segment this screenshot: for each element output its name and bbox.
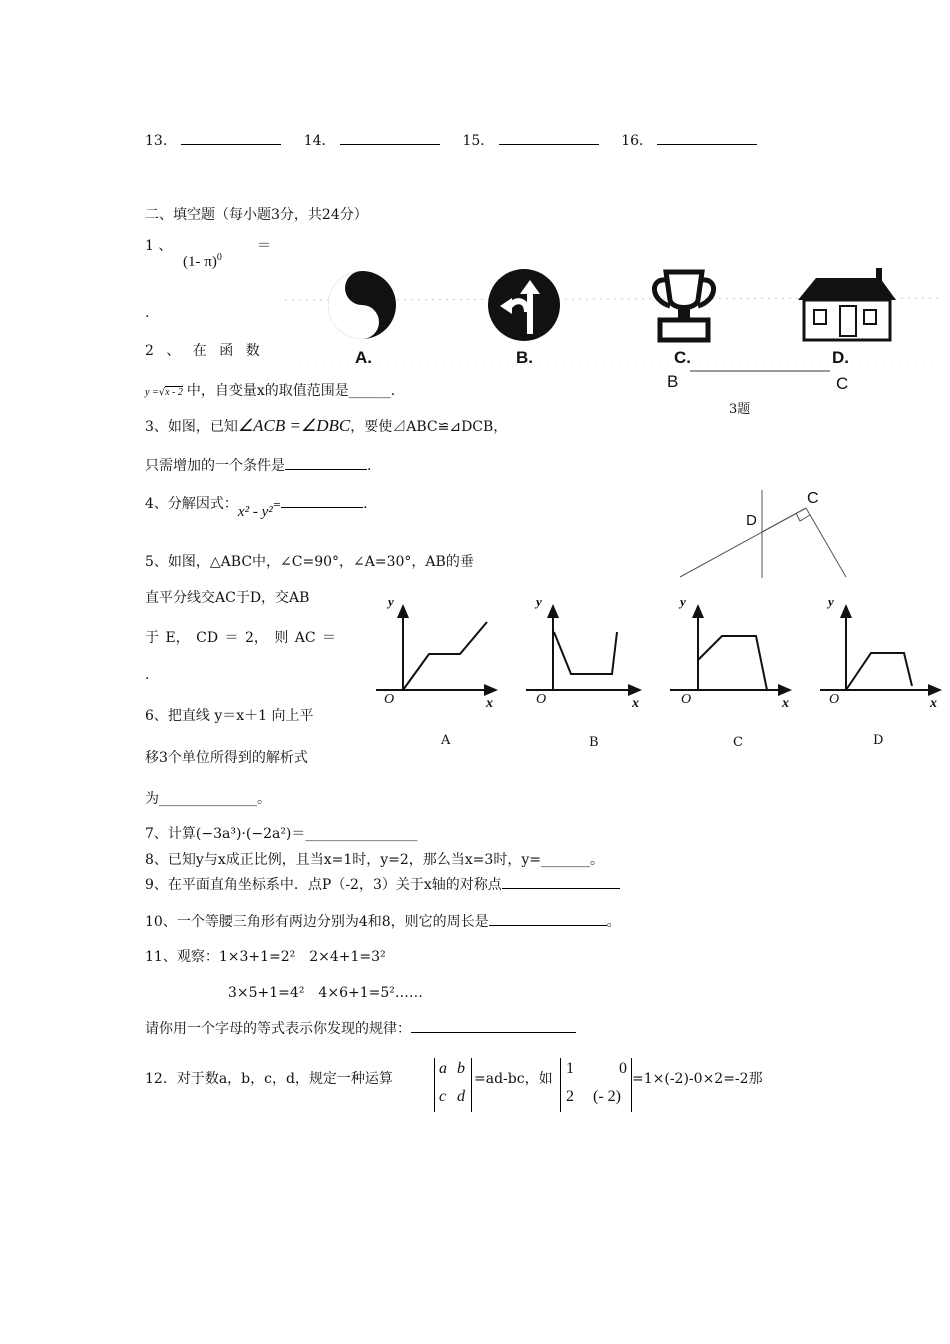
q7-line: 7、计算(−3a³)·(−2a²)＝________________ <box>145 826 418 842</box>
graph-c-y: y <box>680 594 686 609</box>
figure-label-b: B. <box>516 348 533 367</box>
graph-a <box>376 606 496 690</box>
graph-d <box>820 606 940 690</box>
q11-line1: 11、观察：1×3+1=2² 2×4+1=3² <box>145 949 386 965</box>
q5-line3: 于 E， CD ＝ 2， 则 AC ＝ <box>145 630 337 646</box>
q2-line2: y =√x - 2 中，自变量x的取值范围是______. <box>145 383 396 399</box>
q5-line1: 5、如图，△ABC中，∠C=90°，∠A=30°，AB的垂 <box>145 554 474 570</box>
graph-label-a: A <box>441 733 451 748</box>
graph-b-x: x <box>632 696 639 711</box>
graph-c-origin: O <box>681 692 692 707</box>
graph-d-y: y <box>828 594 834 609</box>
triangle-label-d: D <box>746 512 757 529</box>
q12-m1-d: d <box>457 1088 465 1105</box>
q9-line: 9、在平面直角坐标系中．点P（-2，3）关于x轴的对称点 <box>145 874 620 894</box>
q1-expression: (1- π)$^0$ <box>183 252 222 270</box>
figure-caption: 3题 <box>729 402 751 417</box>
graph-a-y: y <box>388 594 394 609</box>
q12-determinant-example <box>560 1058 632 1112</box>
triangle-label-c: C <box>807 490 819 507</box>
q2-line1: 2 、 在 函 数 <box>145 343 260 359</box>
answer-label-13: 13． <box>145 133 177 149</box>
q11-line2: 3×5+1=4² 4×6+1=5²…… <box>228 985 423 1001</box>
answer-label-15: 15． <box>462 133 495 149</box>
graph-d-x: x <box>930 696 937 711</box>
graph-c-x: x <box>782 696 789 711</box>
q1-dot: . <box>145 305 150 321</box>
q6-line2: 移3个单位所得到的解析式 <box>145 750 308 766</box>
graph-a-x: x <box>486 696 493 711</box>
q9-blank[interactable] <box>502 888 620 889</box>
graph-a-origin: O <box>384 692 395 707</box>
q8-line: 8、已知y与x成正比例，且当x=1时，y=2，那么当x=3时，y=_______。 <box>145 852 604 868</box>
graph-label-b: B <box>589 735 599 750</box>
q12-determinant-abcd <box>434 1058 472 1112</box>
q12-m2-3: 2 <box>566 1088 574 1105</box>
graph-d-origin: O <box>829 692 840 707</box>
q5-line2: 直平分线交AC于D，交AB <box>145 590 310 606</box>
graph-b-origin: O <box>536 692 547 707</box>
graph-label-c: C <box>733 735 743 750</box>
q12-prefix: 12．对于数a，b，c，d，规定一种运算 <box>145 1071 393 1087</box>
q1-number: 1 、 <box>145 238 173 254</box>
q1-equals: ＝ <box>257 238 271 254</box>
q10-line: 10、一个等腰三角形有两边分别为4和8，则它的周长是 。 <box>145 914 621 930</box>
figure-label-c: C. <box>674 348 691 367</box>
q12-m1-b: b <box>457 1060 465 1077</box>
graph-c <box>670 606 790 690</box>
answer-label-14: 14． <box>303 133 336 149</box>
q5-line4: . <box>145 667 150 683</box>
section-title: 二、填空题（每小题3分，共24分） <box>145 207 368 223</box>
q3-line2: 只需增加的一个条件是 . <box>145 458 372 474</box>
q12-m1-a: a <box>439 1060 447 1077</box>
q12-suffix: =1×(-2)-0×2=-2那 <box>632 1071 763 1087</box>
q3-line1: 3、如图，已知∠ACB =∠DBC，要使⊿ABC≌⊿DCB， <box>145 416 508 435</box>
graph-label-d: D <box>873 733 884 748</box>
graph-b-y: y <box>536 594 542 609</box>
q4-line: 4、分解因式：x² - y²= . <box>145 496 368 520</box>
q12-m1-c: c <box>439 1088 447 1105</box>
answer-label-16: 16． <box>621 133 654 149</box>
q6-line1: 6、把直线 y＝x＋1 向上平 <box>145 708 314 724</box>
q6-line3: 为______________。 <box>145 791 271 807</box>
segment-label-b: B <box>667 372 679 391</box>
q12-m2-2: 0 <box>619 1060 627 1077</box>
q12-mid: =ad-bc，如 <box>474 1071 553 1087</box>
q11-line3: 请你用一个字母的等式表示你发现的规律： <box>145 1018 576 1038</box>
figure-label-a: A. <box>355 348 372 367</box>
q11-blank[interactable] <box>411 1032 576 1033</box>
q12-m2-1: 1 <box>566 1060 574 1077</box>
graph-b <box>526 606 640 690</box>
q12-m2-4: (- 2) <box>593 1088 621 1105</box>
q10-blank[interactable] <box>489 925 607 926</box>
figure-label-d: D. <box>832 348 849 367</box>
segment-label-c: C <box>836 374 849 393</box>
